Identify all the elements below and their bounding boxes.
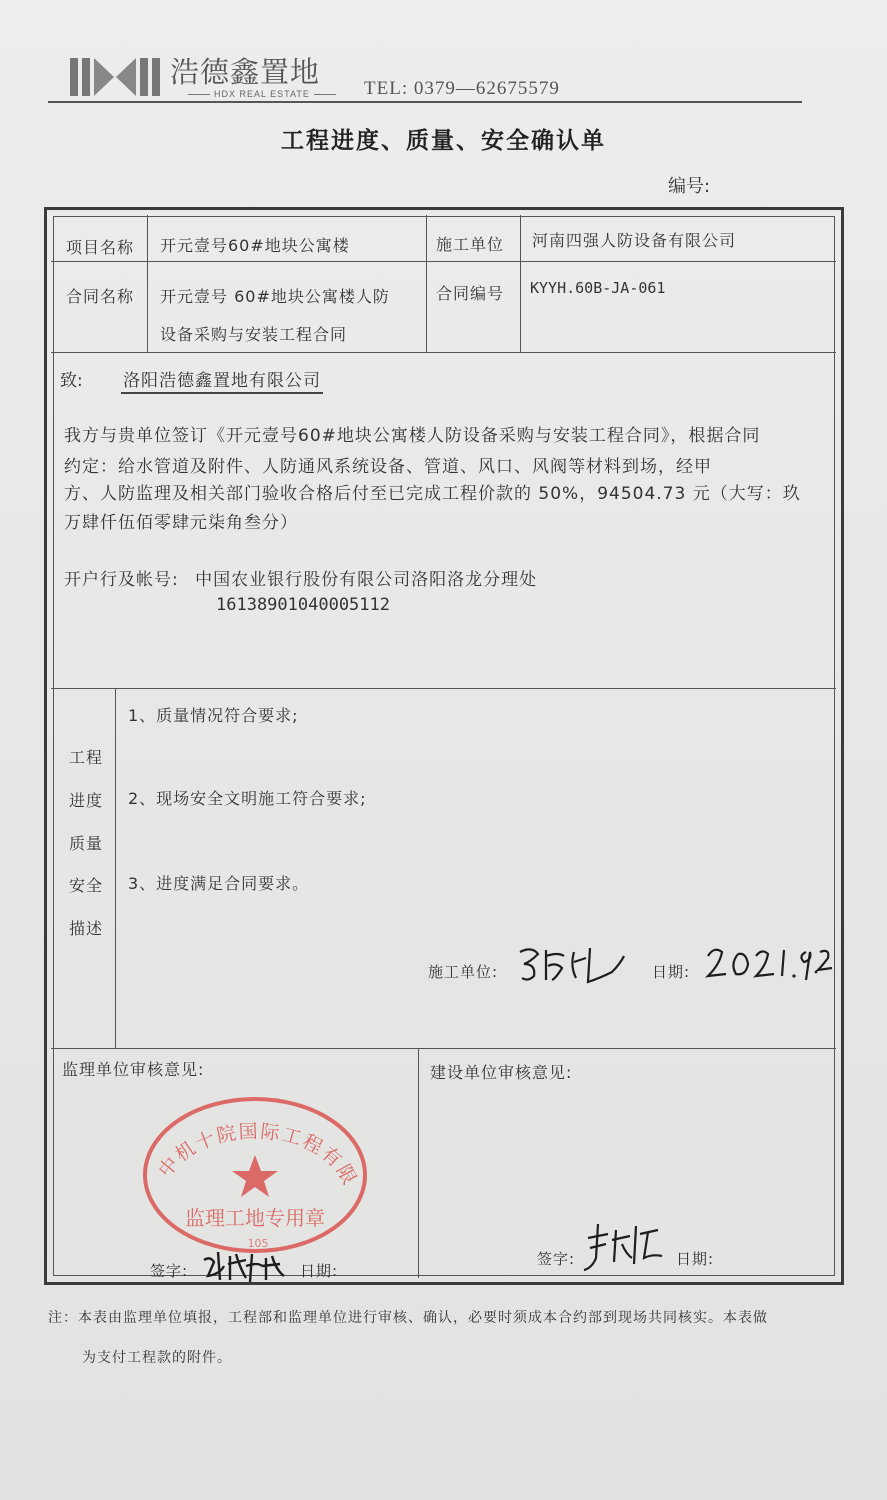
serial-number-label: 编号: xyxy=(668,176,711,197)
document-title: 工程进度、质量、安全确认单 xyxy=(281,127,606,154)
contract-name-value-line1: 开元壹号 60#地块公寓楼人防 xyxy=(160,287,390,306)
header-rule xyxy=(48,101,802,103)
side-column-divider xyxy=(115,688,116,1048)
letter-line-2: 约定：给水管道及附件、人防通风系统设备、管道、风口、风阀等材料到场，经甲 xyxy=(64,457,712,477)
section-divider xyxy=(51,688,836,689)
letter-line-4: 万肆仟伍佰零肆元柒角叁分） xyxy=(64,513,298,533)
owner-date-label: 日期: xyxy=(676,1250,715,1268)
to-company: 洛阳浩德鑫置地有限公司 xyxy=(121,366,323,394)
side-label-3: 质量 xyxy=(68,834,103,853)
description-item-2: 2、现场安全文明施工符合要求; xyxy=(128,789,367,808)
supervision-stamp xyxy=(129,1078,370,1255)
project-name-label: 项目名称 xyxy=(66,238,135,257)
contractor-label: 施工单位 xyxy=(436,235,505,254)
contractor-signature xyxy=(512,942,632,988)
owner-sign-label: 签字: xyxy=(537,1250,576,1268)
footer-note-line-1: 注：本表由监理单位填报，工程部和监理单位进行审核、确认，必要时须成本合约部到现场共同核实。本表做 xyxy=(48,1310,768,1326)
bank-account: 16138901040005112 xyxy=(216,595,390,615)
contractor-value: 河南四强人防设备有限公司 xyxy=(532,231,737,250)
contract-number-value: KYYH.60B-JA-061 xyxy=(530,279,666,297)
side-label-5: 描述 xyxy=(68,919,103,938)
brand-subtitle: HDX REAL ESTATE xyxy=(184,89,340,99)
to-label: 致: xyxy=(60,371,83,391)
supervisor-signature xyxy=(200,1246,290,1286)
bank-name: 中国农业银行股份有限公司洛阳洛龙分理处 xyxy=(195,570,538,590)
row-divider xyxy=(51,352,836,353)
footer-note xyxy=(48,1298,868,1378)
footer-note-line-2: 为支付工程款的附件。 xyxy=(82,1350,232,1366)
company-logo xyxy=(68,52,162,102)
supervisor-sign-label: 签字: xyxy=(150,1262,189,1280)
letter-line-3: 方、人防监理及相关部门验收合格后付至已完成工程价款的 50%，94504.73 元（大写：玖 xyxy=(64,484,801,504)
col-divider xyxy=(426,215,427,352)
side-label-1: 工程 xyxy=(68,748,103,767)
telephone: TEL: 0379—62675579 xyxy=(364,78,560,99)
supervisor-date-label: 日期: xyxy=(300,1262,339,1280)
owner-review-label: 建设单位审核意见: xyxy=(430,1063,573,1082)
contract-name-label: 合同名称 xyxy=(66,287,135,306)
side-label-4: 安全 xyxy=(68,876,103,895)
stamp-company-text: 中机十院国际工程有限公司 xyxy=(129,1078,362,1190)
section-divider xyxy=(51,1048,836,1049)
contract-number-label: 合同编号 xyxy=(436,284,505,303)
brand-name: 浩德鑫置地 xyxy=(170,55,321,89)
owner-signature xyxy=(578,1218,668,1274)
col-divider xyxy=(147,215,148,352)
letter-line-1: 我方与贵单位签订《开元壹号60#地块公寓楼人防设备采购与安装工程合同》，根据合同 xyxy=(64,426,761,446)
description-item-3: 3、进度满足合同要求。 xyxy=(128,874,310,893)
contractor-sign-label: 施工单位: xyxy=(428,963,499,981)
col-divider xyxy=(520,215,521,352)
contractor-date-label: 日期: xyxy=(652,963,691,981)
stamp-code-text: 105 xyxy=(247,1237,269,1250)
handwritten-date xyxy=(704,940,834,982)
supervisor-review-label: 监理单位审核意见: xyxy=(62,1060,205,1079)
stamp-purpose-text: 监理工地专用章 xyxy=(185,1206,325,1230)
review-column-divider xyxy=(418,1048,419,1278)
contract-name-value-line2: 设备采购与安装工程合同 xyxy=(160,325,348,344)
project-name-value: 开元壹号60#地块公寓楼 xyxy=(160,236,350,255)
side-label-2: 进度 xyxy=(68,791,103,810)
row-divider xyxy=(51,261,836,262)
bank-info xyxy=(64,565,537,590)
description-item-1: 1、质量情况符合要求; xyxy=(128,706,299,725)
bank-label: 开户行及帐号: xyxy=(64,570,179,590)
